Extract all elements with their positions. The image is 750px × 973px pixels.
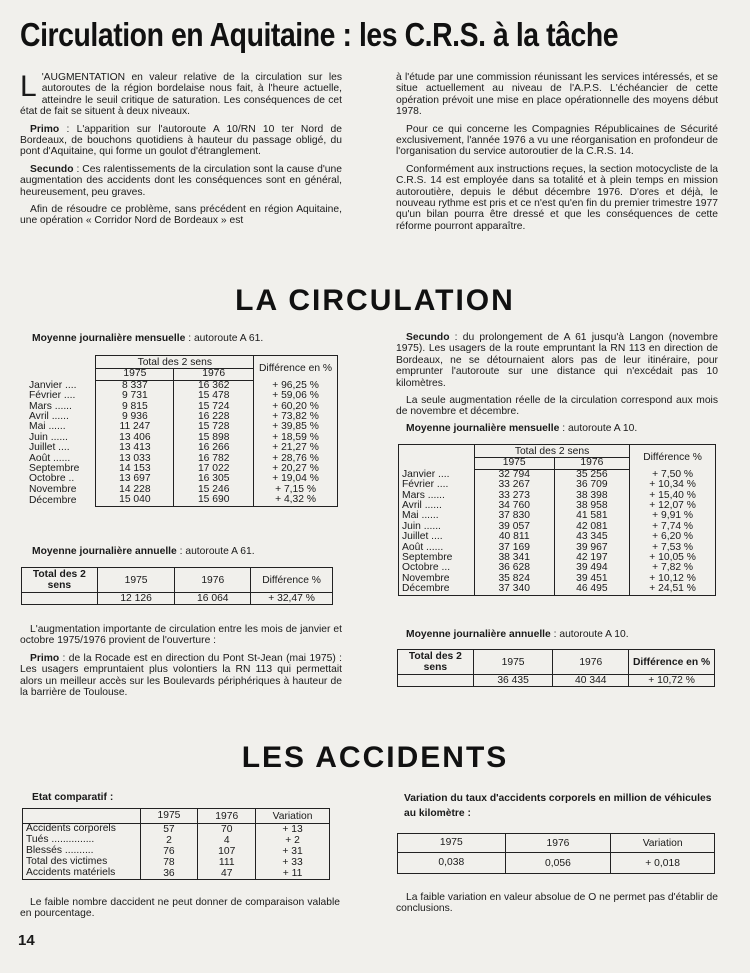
etat-note: Le faible nombre daccident ne peut donner de comparaison valable en pourcentage.	[20, 897, 340, 920]
a61-monthly-cell-month: Décembre	[29, 494, 77, 506]
a10-header-1975: 1975	[474, 458, 554, 469]
a61-monthly-cell-diff: + 20,27 %	[254, 464, 338, 474]
etat-cell-variation: + 31	[256, 846, 330, 857]
a10-monthly-cell-1976: 42 197	[554, 553, 630, 563]
a61-monthly-cell-diff: + 4,32 %	[254, 495, 338, 506]
a61-annual-header-1976: 1976	[175, 568, 251, 593]
a61-header-1975: 1975	[96, 369, 174, 380]
a61-monthly-cell-1976: 15 724	[174, 402, 254, 412]
a61-monthly-cell-1975: 15 040	[96, 495, 174, 506]
a61-monthly-cell-month: Septembre	[29, 463, 80, 475]
taux-header-variation: Variation	[611, 834, 715, 853]
etat-header-1976: 1976	[198, 809, 256, 824]
a61-monthly-cell-1976: 15 898	[174, 433, 254, 443]
a61-monthly-cell-1975: 9 936	[96, 412, 174, 422]
etat-cell-label: Total des victimes	[23, 857, 141, 868]
taux-table	[397, 833, 715, 874]
a10-monthly-cell-diff: + 9,91 %	[630, 511, 716, 521]
a61-monthly-cell-1976: 15 246	[174, 485, 254, 495]
a61-monthly-caption: Moyenne journalière mensuelle : autoroute A 61.	[32, 333, 264, 344]
a10-monthly-cell-month: Juillet ....	[399, 532, 475, 542]
a10-monthly-cell-1975: 37 169	[474, 543, 554, 553]
a10-monthly-cell-diff: + 24,51 %	[630, 584, 716, 595]
intro-paragraph-3: Secundo : Ces ralentissements de la circulation sont la cause d'une augmentation des accidents dont les conséquences sont en général, heureusement, peu graves.	[20, 163, 342, 198]
a61-monthly-cell-1976: 15 478	[174, 391, 254, 401]
intro-paragraph-6: Pour ce qui concerne les Compagnies Républicaines de Sécurité exclusivement, l'année 1976 a vu une réorganisation en profondeur de l'organisation du service autoroutier de la C.R.S. 14.	[396, 123, 718, 158]
etat-cell-1975: 78	[140, 857, 198, 868]
a10-monthly-cell-1976: 46 495	[554, 584, 630, 595]
a10-monthly-cell-1976: 41 581	[554, 511, 630, 521]
a10-monthly-caption: Moyenne journalière mensuelle : autoroute A 10.	[406, 423, 638, 434]
a10-monthly-cell-diff: + 10,12 %	[630, 574, 716, 584]
a61-header-1976: 1976	[174, 369, 254, 380]
a61-annual-diff: + 32,47 %	[251, 593, 333, 605]
a61-monthly-cell-diff: + 18,59 %	[254, 433, 338, 443]
etat-cell-variation: + 11	[256, 868, 330, 880]
a10-monthly-cell-month: Juin ......	[399, 522, 475, 532]
circulation-left-paragraph-1: L'augmentation importante de circulation entre les mois de janvier et octobre 1975/1976 provient de l'ouverture :	[20, 624, 342, 647]
etat-cell-1975: 76	[140, 846, 198, 857]
a61-monthly-cell-1976: 16 782	[174, 454, 254, 464]
a61-monthly-cell-1975: 9 815	[96, 402, 174, 412]
intro-paragraph-2: Primo : L'apparition sur l'autoroute A 10/RN 10 ter Nord de Bordeaux, de bouchons quotidiens à hauteur du passage obligé, du pont d'Aquitaine, qui forme un goulot d'étranglement.	[20, 123, 342, 158]
a61-monthly-cell-1975: 13 406	[96, 433, 174, 443]
a10-annual-table	[397, 649, 715, 687]
page-number: 14	[18, 932, 35, 949]
circulation-left-text	[20, 624, 342, 704]
circulation-right-paragraph-1: Secundo : du prolongement de A 61 jusqu'à Langon (novembre 1975). Les usagers de la route empruntant la RN 113 en direction de Bordeaux, ne se détournaient alors pas de leur itinéraire, pour emprunter l'autoroute sur une distance qui n'excédait pas 10 kilomètres.	[396, 332, 718, 389]
a61-header-diff: Différence en %	[254, 356, 338, 381]
a10-monthly-cell-1975: 34 760	[474, 501, 554, 511]
circulation-right-paragraph-2: La seule augmentation réelle de la circulation correspond aux mois de novembre et décembre.	[396, 395, 718, 418]
taux-variation: + 0,018	[611, 853, 715, 874]
a61-annual-1976: 16 064	[175, 593, 251, 605]
a10-monthly-cell-month: Mars ......	[399, 491, 475, 501]
a10-monthly-cell-1976: 43 345	[554, 532, 630, 542]
page-title: Circulation en Aquitaine : les C.R.S. à la tâche	[20, 16, 619, 53]
taux-note: La faible variation en valeur absolue de O ne permet pas d'établir de conclusions.	[396, 892, 718, 915]
a61-monthly-body	[26, 380, 338, 506]
a61-monthly-cell-month: Mai ......	[29, 421, 66, 433]
drop-cap: L	[20, 70, 37, 103]
a10-monthly-row	[399, 584, 716, 595]
a61-monthly-cell-diff: + 60,20 %	[254, 402, 338, 412]
a61-monthly-cell-1975: 14 153	[96, 464, 174, 474]
a10-monthly-body	[399, 469, 716, 595]
a10-monthly-cell-diff: + 7,53 %	[630, 543, 716, 553]
a61-header-total: Total des 2 sens	[96, 356, 254, 369]
circulation-left-paragraph-2: Primo : de la Rocade est en direction du Pont St-Jean (mai 1975) : Les usagers empruntaient plus volontiers la RN 113 qui permettait alors un meilleur accès sur les Boulevards périphériques à hauteur de la barrière de Toulouse.	[20, 652, 342, 699]
etat-comparatif-caption: Etat comparatif :	[32, 792, 114, 803]
a61-monthly-cell-1976: 16 305	[174, 474, 254, 484]
a61-monthly-cell-month: Juillet ....	[29, 442, 70, 454]
intro-paragraph-7: Conformément aux instructions reçues, la section motocycliste de la C.R.S. 14 est employée dans sa totalité et à plein temps en mission autoroutière, depuis le début décembre 1976. D'ores et déjà, le nouveau rythme est pris et ce n'est qu'en fin du premier trimestre 1977 qu'un bilan pourra être dressé et que les conséquences de cette réforme pourront apparaître.	[396, 163, 718, 232]
a10-monthly-cell-1975: 32 794	[474, 469, 554, 480]
a10-annual-1975: 36 435	[473, 675, 553, 687]
a10-header-diff: Différence %	[630, 445, 716, 470]
a10-annual-header-total: Total des 2 sens	[408, 651, 462, 673]
etat-cell-1975: 2	[140, 835, 198, 846]
a61-monthly-cell-diff: + 59,06 %	[254, 391, 338, 401]
a61-monthly-cell-1975: 13 697	[96, 474, 174, 484]
etat-cell-1976: 107	[198, 846, 256, 857]
etat-cell-label: Blessés ..........	[23, 846, 141, 857]
a61-annual-caption: Moyenne journalière annuelle : autoroute A 61.	[32, 546, 255, 557]
a10-annual-header-1976: 1976	[553, 650, 629, 675]
a10-monthly-cell-month: Janvier ....	[399, 469, 475, 480]
a10-header-1976: 1976	[554, 458, 630, 469]
a61-monthly-cell-month: Février ....	[29, 390, 76, 402]
intro-paragraph-1: L 'AUGMENTATION en valeur relative de la circulation sur les autoroutes de la région bordelaise nous fait, à l'heure actuelle, atteindre le seuil critique de saturation. Les conséquences de cet état de fait se situent à deux niveaux.	[20, 70, 342, 118]
a61-monthly-cell-1976: 16 362	[174, 380, 254, 391]
a10-monthly-cell-diff: + 10,34 %	[630, 480, 716, 490]
a10-monthly-cell-1975: 38 341	[474, 553, 554, 563]
a61-monthly-cell-diff: + 96,25 %	[254, 380, 338, 391]
a10-monthly-cell-1975: 35 824	[474, 574, 554, 584]
a10-monthly-cell-1976: 35 256	[554, 469, 630, 480]
etat-cell-variation: + 13	[256, 824, 330, 836]
a61-monthly-cell-1975: 13 413	[96, 443, 174, 453]
a61-monthly-cell-month: Avril ......	[29, 411, 69, 423]
etat-header-1975: 1975	[140, 809, 198, 824]
a61-monthly-cell-1976: 15 690	[174, 495, 254, 506]
a10-annual-diff: + 10,72 %	[629, 675, 715, 687]
intro-left-column	[20, 72, 342, 233]
taux-1976: 0,056	[505, 853, 611, 874]
taux-header-1976: 1976	[505, 834, 611, 853]
a10-monthly-cell-month: Octobre ...	[399, 563, 475, 573]
a61-monthly-cell-month: Juin ......	[29, 431, 68, 443]
a10-monthly-cell-month: Septembre	[399, 553, 475, 563]
etat-cell-1975: 57	[140, 824, 198, 836]
a10-monthly-cell-1976: 39 967	[554, 543, 630, 553]
a10-annual-header-1975: 1975	[473, 650, 553, 675]
a10-monthly-cell-month: Novembre	[399, 574, 475, 584]
etat-row	[23, 868, 330, 880]
a61-annual-header-diff: Différence %	[251, 568, 333, 593]
a10-monthly-cell-1975: 33 273	[474, 491, 554, 501]
a10-monthly-cell-1975: 33 267	[474, 480, 554, 490]
etat-comparatif-body	[23, 824, 330, 880]
a61-annual-1975: 12 126	[97, 593, 175, 605]
a61-monthly-cell-month: Août ......	[29, 452, 71, 464]
a10-monthly-cell-1976: 38 398	[554, 491, 630, 501]
a10-monthly-cell-month: Avril ......	[399, 501, 475, 511]
intro-right-column	[396, 72, 718, 238]
taux-header-1975: 1975	[439, 837, 463, 848]
a61-monthly-cell-1975: 11 247	[96, 422, 174, 432]
a10-monthly-cell-month: Décembre	[399, 584, 475, 595]
etat-comparatif-table	[22, 808, 330, 880]
a61-monthly-cell-1976: 16 228	[174, 412, 254, 422]
a10-monthly-cell-1976: 36 709	[554, 480, 630, 490]
etat-cell-variation: + 33	[256, 857, 330, 868]
a61-monthly-cell-1975: 14 228	[96, 485, 174, 495]
a61-monthly-cell-diff: + 21,27 %	[254, 443, 338, 453]
etat-cell-1976: 4	[198, 835, 256, 846]
a61-monthly-cell-1976: 17 022	[174, 464, 254, 474]
a10-header-total: Total des 2 sens	[474, 445, 629, 458]
a10-monthly-cell-diff: + 6,20 %	[630, 532, 716, 542]
a61-monthly-cell-month: Octobre ..	[29, 473, 75, 485]
a10-monthly-cell-diff: + 7,74 %	[630, 522, 716, 532]
etat-cell-label: Accidents matériels	[23, 868, 141, 880]
etat-header-variation: Variation	[256, 809, 330, 824]
a10-annual-caption: Moyenne journalière annuelle : autoroute A 10.	[406, 629, 629, 640]
a10-monthly-cell-diff: + 7,82 %	[630, 563, 716, 573]
a10-monthly-cell-diff: + 12,07 %	[630, 501, 716, 511]
a61-monthly-cell-diff: + 7,15 %	[254, 485, 338, 495]
section-heading-accidents: LES ACCIDENTS	[241, 741, 509, 774]
a10-monthly-cell-1975: 40 811	[474, 532, 554, 542]
a61-monthly-row	[26, 495, 338, 506]
a10-monthly-cell-diff: + 7,50 %	[630, 469, 716, 480]
etat-cell-label: Accidents corporels	[23, 824, 141, 836]
a61-annual-header-total: Total des 2 sens	[32, 569, 86, 591]
etat-cell-1976: 111	[198, 857, 256, 868]
etat-cell-1976: 70	[198, 824, 256, 836]
a10-monthly-cell-1976: 39 494	[554, 563, 630, 573]
a61-monthly-cell-month: Mars ......	[29, 400, 72, 412]
a10-annual-1976: 40 344	[553, 675, 629, 687]
a61-monthly-cell-diff: + 19,04 %	[254, 474, 338, 484]
a61-monthly-cell-1975: 8 337	[96, 380, 174, 391]
a10-monthly-cell-1976: 39 451	[554, 574, 630, 584]
etat-cell-1976: 47	[198, 868, 256, 880]
a61-monthly-cell-diff: + 39,85 %	[254, 422, 338, 432]
a10-monthly-cell-month: Février ....	[399, 480, 475, 490]
a10-annual-header-diff: Différence en %	[629, 650, 715, 675]
a10-monthly-cell-1975: 36 628	[474, 563, 554, 573]
a10-monthly-cell-1976: 38 958	[554, 501, 630, 511]
a10-monthly-cell-month: Août ......	[399, 543, 475, 553]
a61-annual-table	[21, 567, 333, 605]
a10-monthly-cell-month: Mai ......	[399, 511, 475, 521]
a61-monthly-cell-diff: + 73,82 %	[254, 412, 338, 422]
etat-cell-label: Tués ...............	[23, 835, 141, 846]
a10-monthly-cell-1976: 42 081	[554, 522, 630, 532]
a61-monthly-table	[26, 355, 338, 507]
intro-paragraph-4: Afin de résoudre ce problème, sans précédent en région Aquitaine, une opération « Corridor Nord de Bordeaux » est	[20, 204, 342, 227]
taux-caption: Variation du taux d'accidents corporels en million de véhicules au kilomètre :	[404, 793, 712, 819]
intro-paragraph-5: à l'étude par une commission réunissant les services intéressés, et se situe actuellement au niveau de l'A.P.S. L'échéancier de cette opération prévoit une mise en place opérationnelle des moyens début 1978.	[396, 72, 718, 118]
section-heading-circulation: LA CIRCULATION	[235, 284, 515, 317]
a10-monthly-cell-diff: + 10,05 %	[630, 553, 716, 563]
circulation-right-text	[396, 332, 718, 424]
a61-monthly-cell-month: Janvier ....	[29, 379, 77, 391]
a61-monthly-cell-1976: 16 266	[174, 443, 254, 453]
a10-monthly-cell-diff: + 15,40 %	[630, 491, 716, 501]
etat-cell-variation: + 2	[256, 835, 330, 846]
a61-monthly-cell-month: Novembre	[29, 483, 77, 495]
a10-monthly-table	[398, 444, 716, 596]
taux-1975: 0,038	[438, 857, 465, 868]
a61-monthly-cell-diff: + 28,76 %	[254, 454, 338, 464]
a10-monthly-cell-1975: 37 340	[474, 584, 554, 595]
a61-annual-header-1975: 1975	[97, 568, 175, 593]
a61-monthly-cell-1975: 9 731	[96, 391, 174, 401]
a61-monthly-cell-1975: 13 033	[96, 454, 174, 464]
a61-monthly-cell-1976: 15 728	[174, 422, 254, 432]
a10-monthly-cell-1975: 39 057	[474, 522, 554, 532]
etat-cell-1975: 36	[140, 868, 198, 880]
a10-monthly-cell-1975: 37 830	[474, 511, 554, 521]
